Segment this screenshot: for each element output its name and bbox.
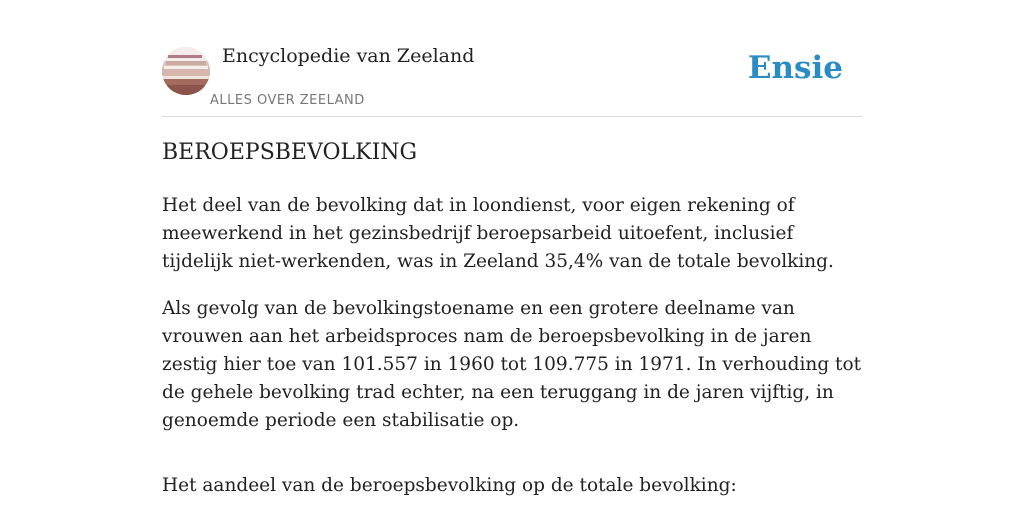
book-stack-logo-icon[interactable] [162, 47, 210, 95]
article-paragraph: Het aandeel van de beroepsbevolking op de totale bevolking: [162, 475, 737, 496]
site-header [162, 0, 862, 117]
article-body [162, 192, 862, 519]
article-paragraph: Het deel van de bevolking dat in loondienst, voor eigen rekening of meewerkend in het gezinsbedrijf beroepsarbeid uitoefent, inclusief tijdelijk niet-werkenden, was in Zeeland 35,4% van de totale bevolking. [162, 195, 834, 272]
brand-logo-link[interactable]: Ensie [747, 50, 843, 86]
article-paragraph: Als gevolg van de bevolkingstoename en een grotere deelname van vrouwen aan het arbeidsproces nam de beroepsbevolking in de jaren zestig hier toe van 101.557 in 1960 tot 109.775 in 1971. In verhouding tot de gehele bevolking trad echter, na een teruggang in de jaren vijftig, in genoemde periode een stabilisatie op. [162, 298, 862, 431]
site-title[interactable]: Encyclopedie van Zeeland [222, 45, 475, 67]
article-term: BEROEPSBEVOLKING [162, 140, 418, 165]
site-subtitle: ALLES OVER ZEELAND [210, 93, 365, 108]
page [162, 0, 862, 496]
